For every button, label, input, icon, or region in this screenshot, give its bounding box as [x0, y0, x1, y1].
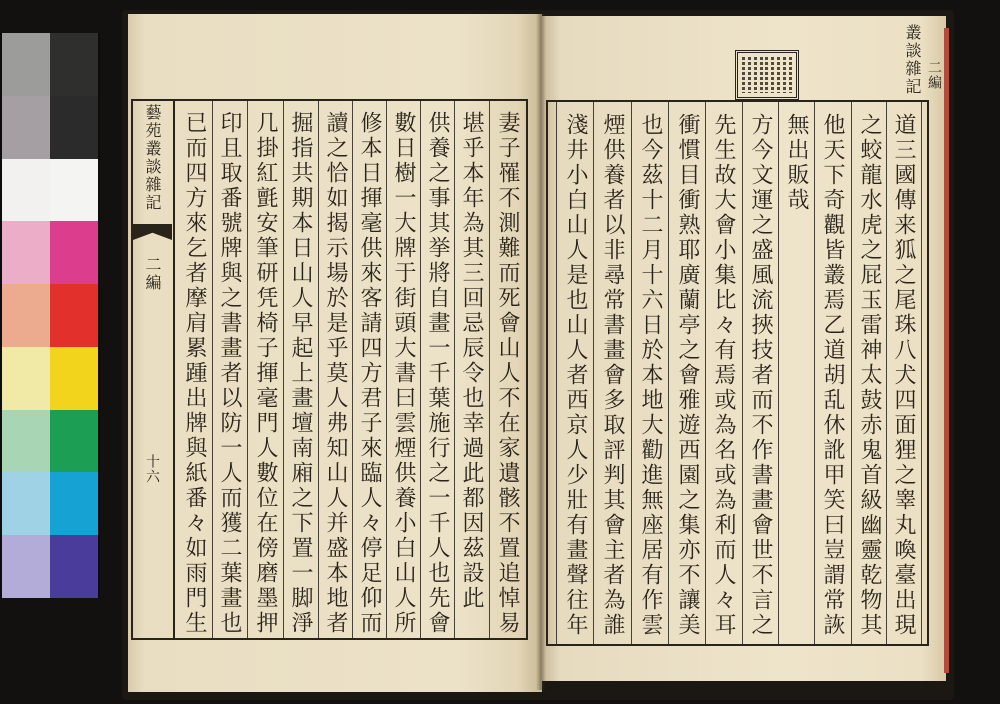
right-frame-bottom-rule	[546, 644, 929, 646]
text-column: 他天下奇觀皆叢焉乙道胡乱休訛甲笑曰豈謂常詼	[820, 113, 845, 638]
right-frame-top-rule	[546, 100, 929, 102]
text-column: 供養之事其挙將自畫一千葉施行之一千人也先會	[425, 111, 450, 636]
column-rule	[814, 101, 815, 644]
color-patch	[2, 472, 50, 535]
left-running-title: 藝苑叢談雜記	[143, 104, 162, 212]
color-calibration-card	[0, 33, 100, 598]
color-patch	[2, 535, 50, 598]
text-column: 也今茲十二月十六日於本地大勸進無座居有作雲	[638, 113, 663, 638]
color-patch	[2, 221, 50, 284]
color-patch	[50, 410, 98, 473]
left-frame-right-border	[526, 99, 528, 640]
color-patch	[50, 221, 98, 284]
text-column: 堪乎本年為其三回忌辰令也幸過此都因茲設此	[459, 111, 484, 611]
color-patch	[2, 410, 50, 473]
column-rule	[556, 101, 557, 644]
inset-note-text-marks	[777, 57, 780, 93]
column-rule	[212, 100, 213, 638]
column-rule	[454, 100, 455, 638]
text-column: 掘指共期本日山人早起上畫壇南廂之下置一脚淨	[288, 111, 313, 636]
color-patch	[2, 159, 50, 222]
color-patch	[2, 33, 50, 96]
inset-note-text-marks	[754, 57, 757, 93]
column-rule	[386, 100, 387, 638]
color-patch	[50, 33, 98, 96]
column-rule	[705, 101, 706, 644]
column-rule	[318, 100, 319, 638]
text-column: 煙供養者以非尋常書畫會多取評判其會主者為誰	[600, 113, 625, 638]
text-column: 數日樹一大牌于街頭大書曰雲煙供養小白山人所	[391, 111, 416, 636]
column-rule	[489, 100, 490, 638]
text-column: 妻子罹不測難而死會山人不在家遺骸不置追悼易	[495, 111, 520, 636]
right-frame-right-border	[927, 100, 929, 646]
column-rule	[283, 100, 284, 638]
inset-note-text-marks	[789, 57, 792, 93]
color-patch	[50, 284, 98, 347]
text-column: 道三國傳来狐之尾珠八犬四面狸之睾丸喚臺出現	[891, 113, 916, 638]
column-rule	[247, 100, 248, 638]
color-patch	[50, 347, 98, 410]
color-patch	[2, 96, 50, 159]
column-rule	[851, 101, 852, 644]
text-column: 印且取番號牌與之書畫者以防一人而獲二葉畫也	[217, 111, 242, 636]
inset-note-text-marks	[783, 57, 786, 93]
left-volume-label: 二編	[143, 256, 162, 292]
inset-note-text-marks	[771, 57, 774, 93]
color-patch	[2, 284, 50, 347]
column-rule	[742, 101, 743, 644]
column-rule	[420, 100, 421, 638]
left-folio-number: 十六	[144, 454, 160, 484]
right-running-title: 叢談雜記	[903, 24, 922, 96]
text-column: 修本日揮毫供來客請四方君子來臨人々停足仰而	[357, 111, 382, 636]
left-margin-outer-border	[131, 99, 133, 640]
left-frame-top-rule	[131, 99, 528, 101]
text-column: 無出販哉	[784, 113, 809, 213]
color-patch	[50, 472, 98, 535]
text-column: 先生故大會小集比々有焉或為名或為利而人々耳	[711, 113, 736, 638]
book-spine-gutter	[536, 14, 546, 690]
inset-note-box	[735, 50, 799, 100]
color-patch	[2, 347, 50, 410]
text-column: 讀之恰如揭示場於是乎莫人弗知山人并盛本地者	[323, 111, 348, 636]
column-rule	[668, 101, 669, 644]
text-column: 已而四方來乞者摩肩累踵出牌與紙番々如雨門生	[182, 111, 207, 636]
column-rule	[886, 101, 887, 644]
text-column: 之蛟龍水虎之屁玉雷神太鼓赤鬼首級幽靈乾物其	[857, 113, 882, 638]
left-frame-left-border	[173, 99, 175, 640]
inset-note-text-marks	[765, 57, 768, 93]
inset-note-text-marks	[760, 57, 763, 93]
text-column: 淺井小白山人是也山人者西京人少壯有畫聲往年	[563, 113, 588, 638]
column-rule	[921, 101, 922, 644]
color-patch	[50, 96, 98, 159]
column-rule	[352, 100, 353, 638]
text-column: 几掛紅氈安筆研凭椅子揮毫門人數位在傍磨墨押	[253, 111, 278, 636]
column-rule	[778, 101, 779, 644]
text-column: 方今文運之盛風流挾技者而不作書畫會世不言之	[748, 113, 773, 638]
column-rule	[631, 101, 632, 644]
right-volume-label: 二編	[926, 60, 942, 90]
inset-note-text-marks	[742, 57, 745, 93]
column-rule	[593, 101, 594, 644]
color-patch	[50, 535, 98, 598]
fore-edge	[944, 28, 949, 673]
inset-note-text-marks	[748, 57, 751, 93]
color-patch	[50, 159, 98, 222]
left-frame-bottom-rule	[131, 638, 528, 640]
text-column: 衝慣目衝熟耶廣蘭亭之會雅遊西園之集亦不讓美	[675, 113, 700, 638]
right-frame-left-border	[546, 100, 548, 646]
